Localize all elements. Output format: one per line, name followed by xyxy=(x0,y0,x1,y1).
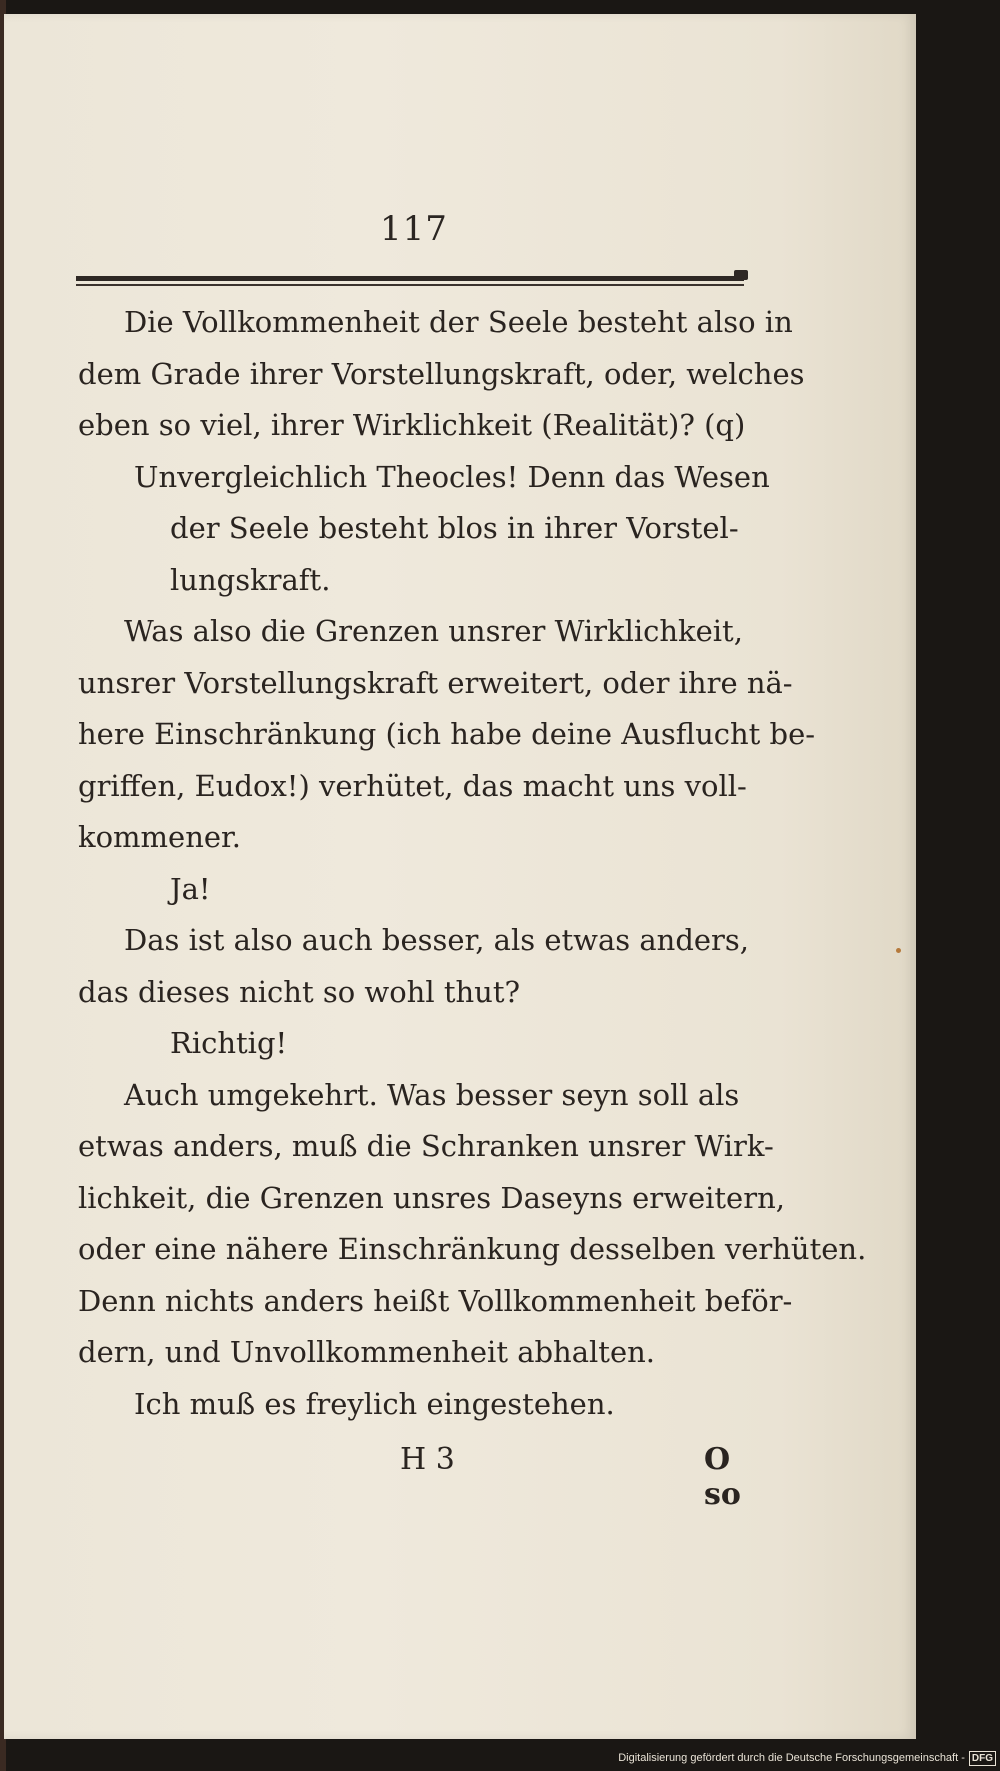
text-line: dem Grade ihrer Vorstellungskraft, oder, welches xyxy=(78,356,805,391)
text-line: Richtig! xyxy=(170,1026,288,1060)
text-line: Ja! xyxy=(170,871,211,906)
text-line: Auch umgekehrt. Was besser seyn soll als xyxy=(124,1077,740,1112)
page-number: 117 xyxy=(380,209,448,249)
dfg-logo: DFG xyxy=(969,1751,996,1766)
text-line: Was also die Grenzen unsrer Wirklichkeit, xyxy=(124,614,743,648)
text-line: lichkeit, die Grenzen unsres Daseyns erweitern, xyxy=(78,1180,785,1215)
text-line: Die Vollkommenheit der Seele besteht also in xyxy=(124,305,793,339)
text-line: Denn nichts anders heißt Vollkommenheit beför- xyxy=(78,1283,793,1318)
catchword: O so xyxy=(704,1442,741,1512)
text-line: etwas anders, muß die Schranken unsrer Wirk- xyxy=(78,1129,774,1163)
header-rule-end xyxy=(734,270,748,280)
paper-spot xyxy=(896,948,901,953)
text-line: oder eine nähere Einschränkung desselben verhüten. xyxy=(78,1232,867,1266)
funding-notice-text: Digitalisierung gefördert durch die Deutsche Forschungsgemeinschaft - xyxy=(618,1752,965,1764)
text-line: kommener. xyxy=(78,820,241,854)
body-text xyxy=(78,297,867,1430)
header-rule xyxy=(76,276,744,281)
funding-notice xyxy=(618,1749,996,1767)
header-rule-thin xyxy=(76,284,744,286)
text-line: griffen, Eudox!) verhütet, das macht uns voll- xyxy=(78,768,747,803)
text-line: unsrer Vorstellungskraft erweitert, oder ihre nä- xyxy=(78,665,793,700)
text-line: eben so viel, ihrer Wirklichkeit (Realität)? (q) xyxy=(78,408,746,442)
text-line: dern, und Unvollkommenheit abhalten. xyxy=(78,1335,656,1369)
signature-mark: H 3 xyxy=(400,1442,455,1477)
text-line: Unvergleichlich Theocles! Denn das Wesen xyxy=(134,459,770,494)
text-line: lungskraft. xyxy=(170,562,331,597)
text-line: here Einschränkung (ich habe deine Ausflucht be- xyxy=(78,717,816,751)
text-line: der Seele besteht blos in ihrer Vorstel- xyxy=(170,511,739,545)
text-line: Ich muß es freylich eingestehen. xyxy=(134,1386,615,1421)
text-line: Das ist also auch besser, als etwas anders, xyxy=(124,923,750,957)
text-line: das dieses nicht so wohl thut? xyxy=(78,974,521,1009)
page-footer xyxy=(78,1442,758,1512)
book-page xyxy=(4,14,916,1739)
